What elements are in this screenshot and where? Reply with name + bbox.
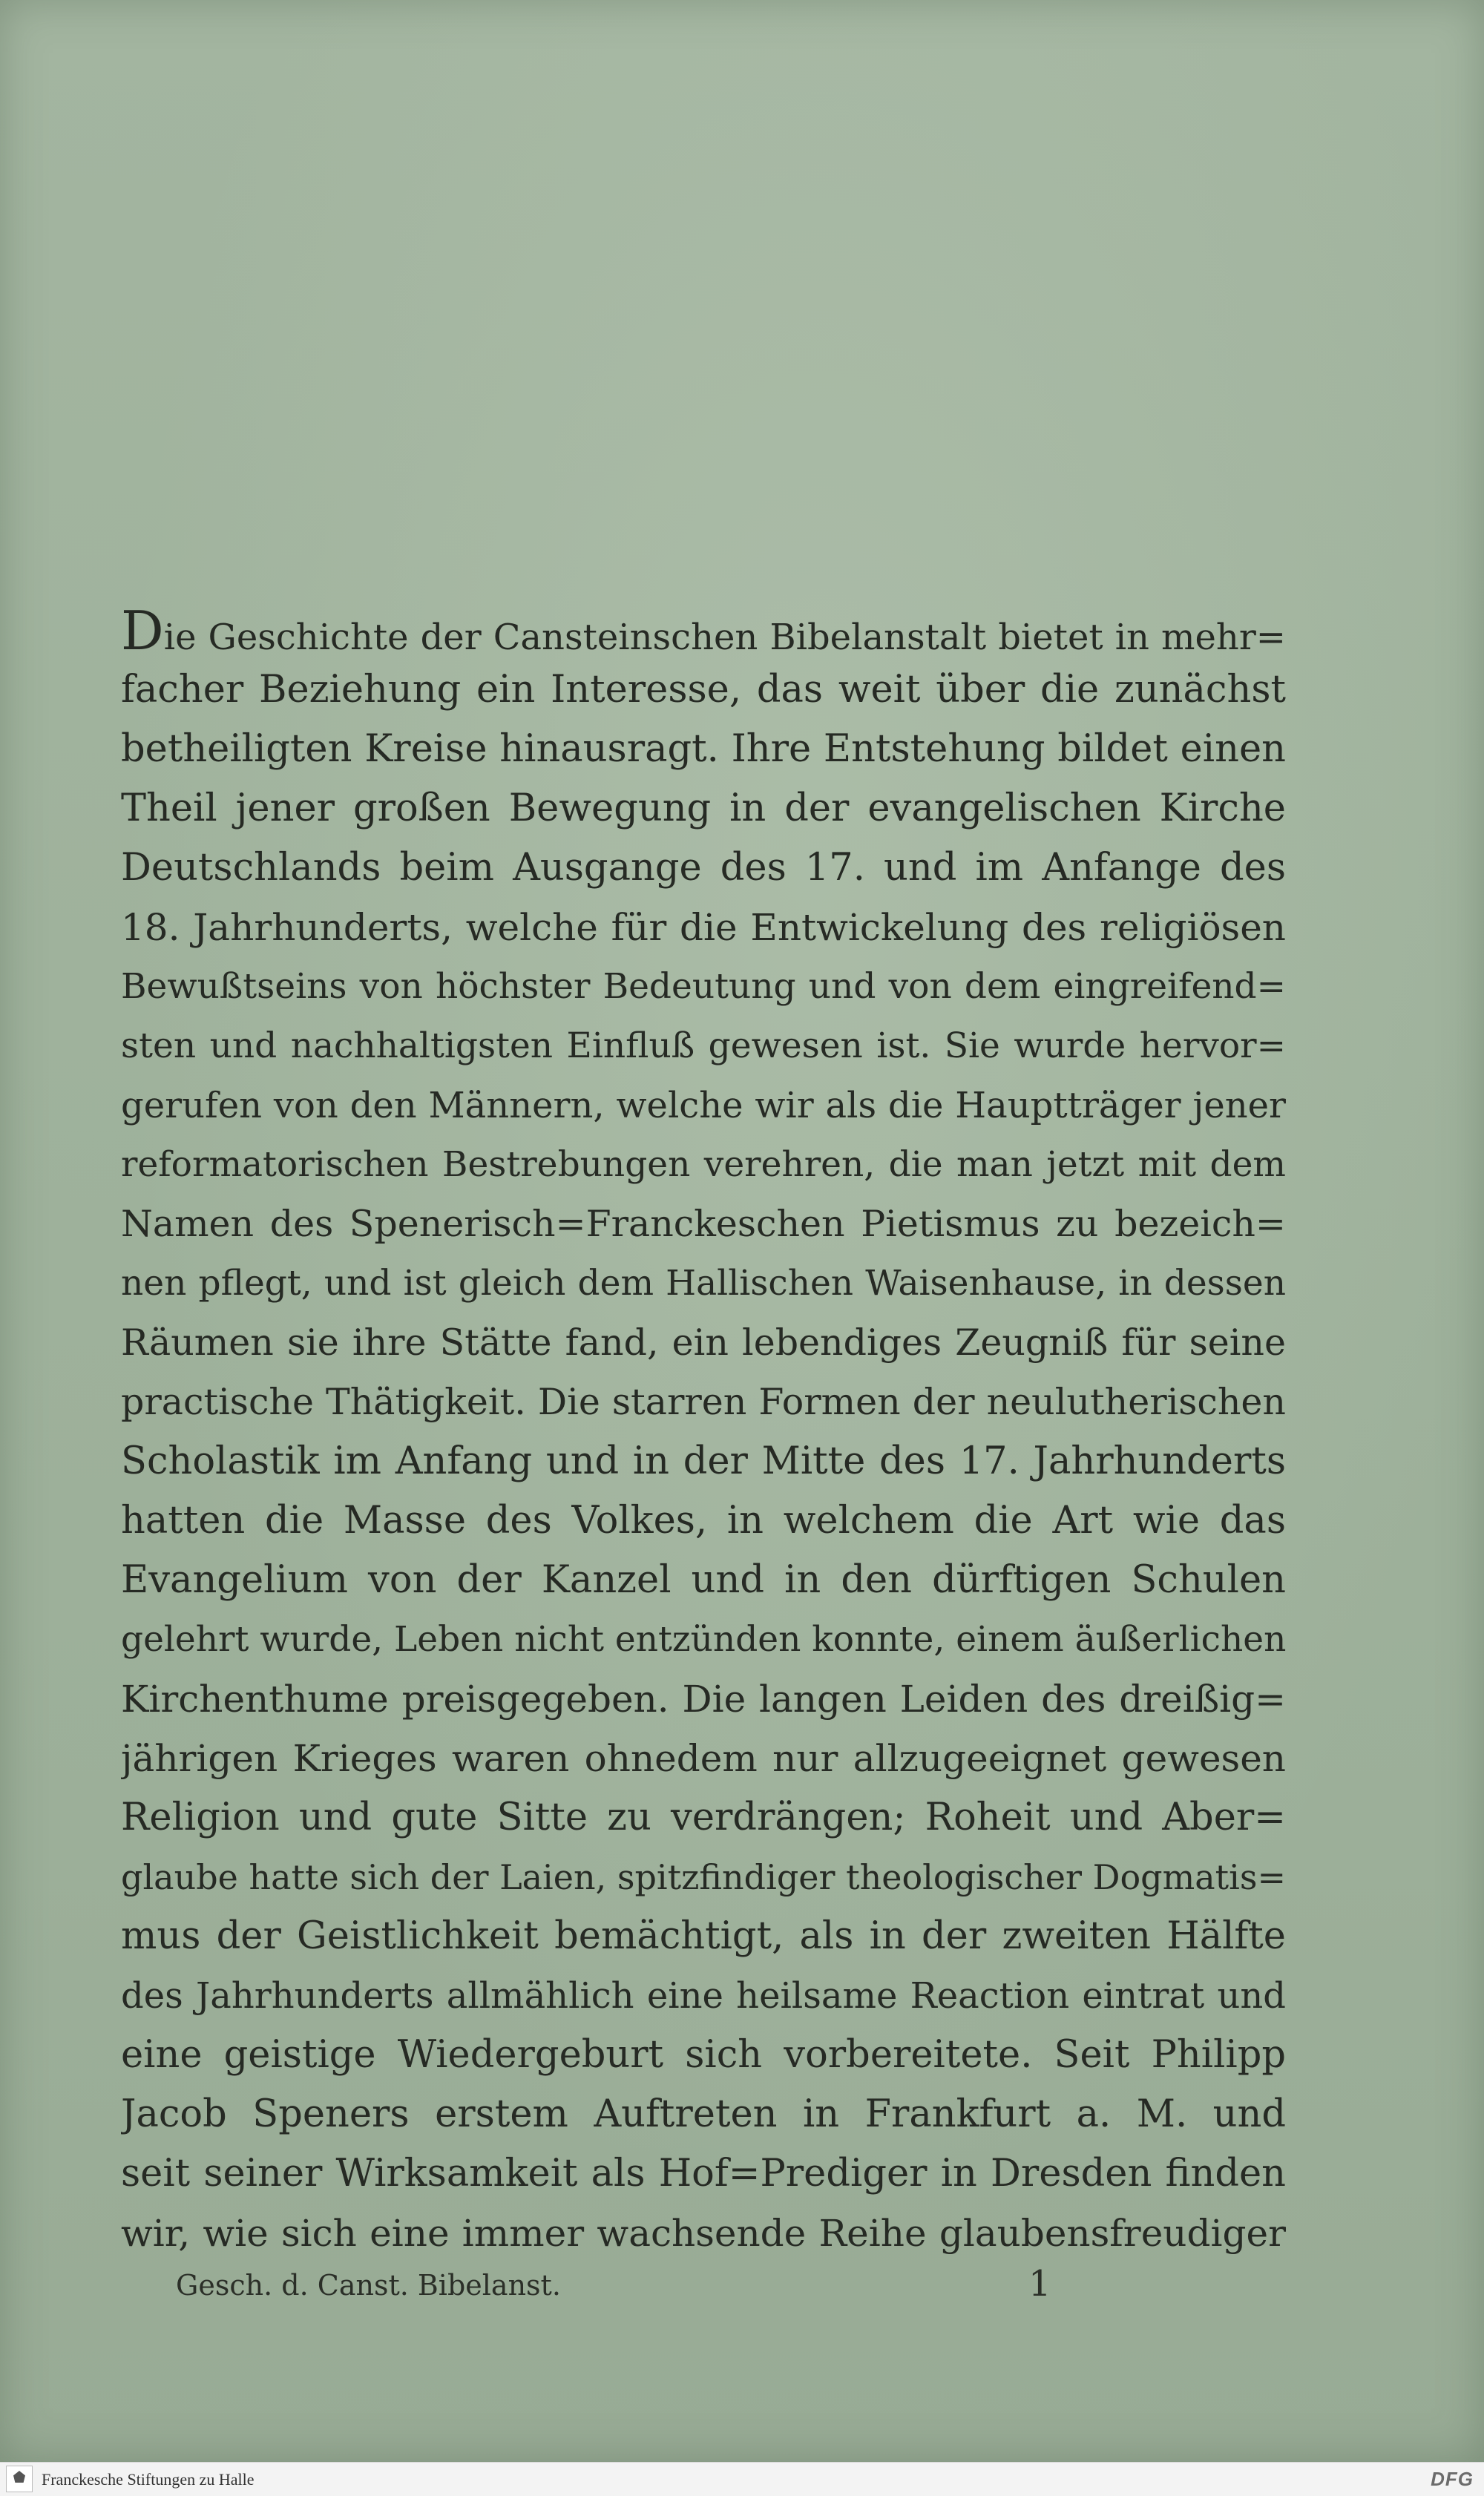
text-line: Namen des Spenerisch=Franckeschen Pietismus zu bezeich= (121, 1203, 1286, 1245)
text-line: sten und nachhaltigsten Einfluß gewesen ist. Sie wurde hervor= (121, 1025, 1286, 1066)
text-line: Religion und gute Sitte zu verdrängen; Roheit und Aber= (121, 1796, 1286, 1839)
text-line: mus der Geistlichkeit bemächtigt, als in der zweiten Hälfte (121, 1914, 1286, 1958)
institution-name: Franckesche Stiftungen zu Halle (42, 2470, 255, 2489)
text-line: jährigen Krieges waren ohnedem nur allzugeeignet gewesen (121, 1737, 1286, 1780)
text-line: gerufen von den Männern, welche wir als die Hauptträger jener (121, 1085, 1286, 1126)
dfg-logo: DFG (1431, 2468, 1474, 2490)
page-number: 1 (1028, 2263, 1051, 2305)
text-line: Bewußtseins von höchster Bedeutung und von dem eingreifend= (121, 966, 1286, 1007)
text-line: Die Geschichte der Cansteinschen Bibelanstalt bietet in mehr= (121, 601, 1286, 660)
text-line: eine geistige Wiedergeburt sich vorbereitete. Seit Philipp (121, 2033, 1286, 2077)
text-line: reformatorischen Bestrebungen verehren, die man jetzt mit dem (121, 1144, 1286, 1185)
text-line: facher Beziehung ein Interesse, das weit über die zunächst (121, 668, 1286, 712)
text-line: des Jahrhunderts allmählich eine heilsame Reaction eintrat und (121, 1975, 1286, 2017)
signature-mark: Gesch. d. Canst. Bibelanst. (176, 2269, 561, 2302)
text-line: glaube hatte sich der Laien, spitzfindiger theologischer Dogmatis= (121, 1857, 1286, 1897)
text-line: seit seiner Wirksamkeit als Hof=Prediger in Dresden finden (121, 2152, 1286, 2196)
text-line: Jacob Speners erstem Auftreten in Frankfurt a. M. und (121, 2092, 1286, 2136)
text-line: Evangelium von der Kanzel und in den dürftigen Schulen (121, 1558, 1286, 1602)
text-line: Scholastik im Anfang und in der Mitte des 17. Jahrhunderts (121, 1439, 1286, 1483)
text-line: Räumen sie ihre Stätte fand, ein lebendiges Zeugniß für seine (121, 1321, 1286, 1364)
text-line: practische Thätigkeit. Die starren Formen der neulutherischen (121, 1381, 1286, 1423)
text-line: hatten die Masse des Volkes, in welchem die Art wie das (121, 1499, 1286, 1543)
text-line: nen pflegt, und ist gleich dem Hallischen Waisenhause, in dessen (121, 1263, 1286, 1304)
text-line: Deutschlands beim Ausgange des 17. und im Anfange des (121, 846, 1286, 890)
text-line: wir, wie sich eine immer wachsende Reihe glaubensfreudiger (121, 2212, 1286, 2255)
text-line: 18. Jahrhunderts, welche für die Entwickelung des religiösen (121, 906, 1286, 949)
text-line: Kirchenthume preisgegeben. Die langen Leiden des dreißig= (121, 1678, 1286, 1721)
viewer-bottom-bar (0, 2462, 1484, 2496)
body-text (121, 601, 1286, 2263)
institution-logo-icon (6, 2466, 33, 2492)
text-line: betheiligten Kreise hinausragt. Ihre Entstehung bildet einen (121, 727, 1286, 771)
text-line: gelehrt wurde, Leben nicht entzünden konnte, einem äußerlichen (121, 1619, 1286, 1660)
text-line: Theil jener großen Bewegung in der evangelischen Kirche (121, 786, 1286, 830)
